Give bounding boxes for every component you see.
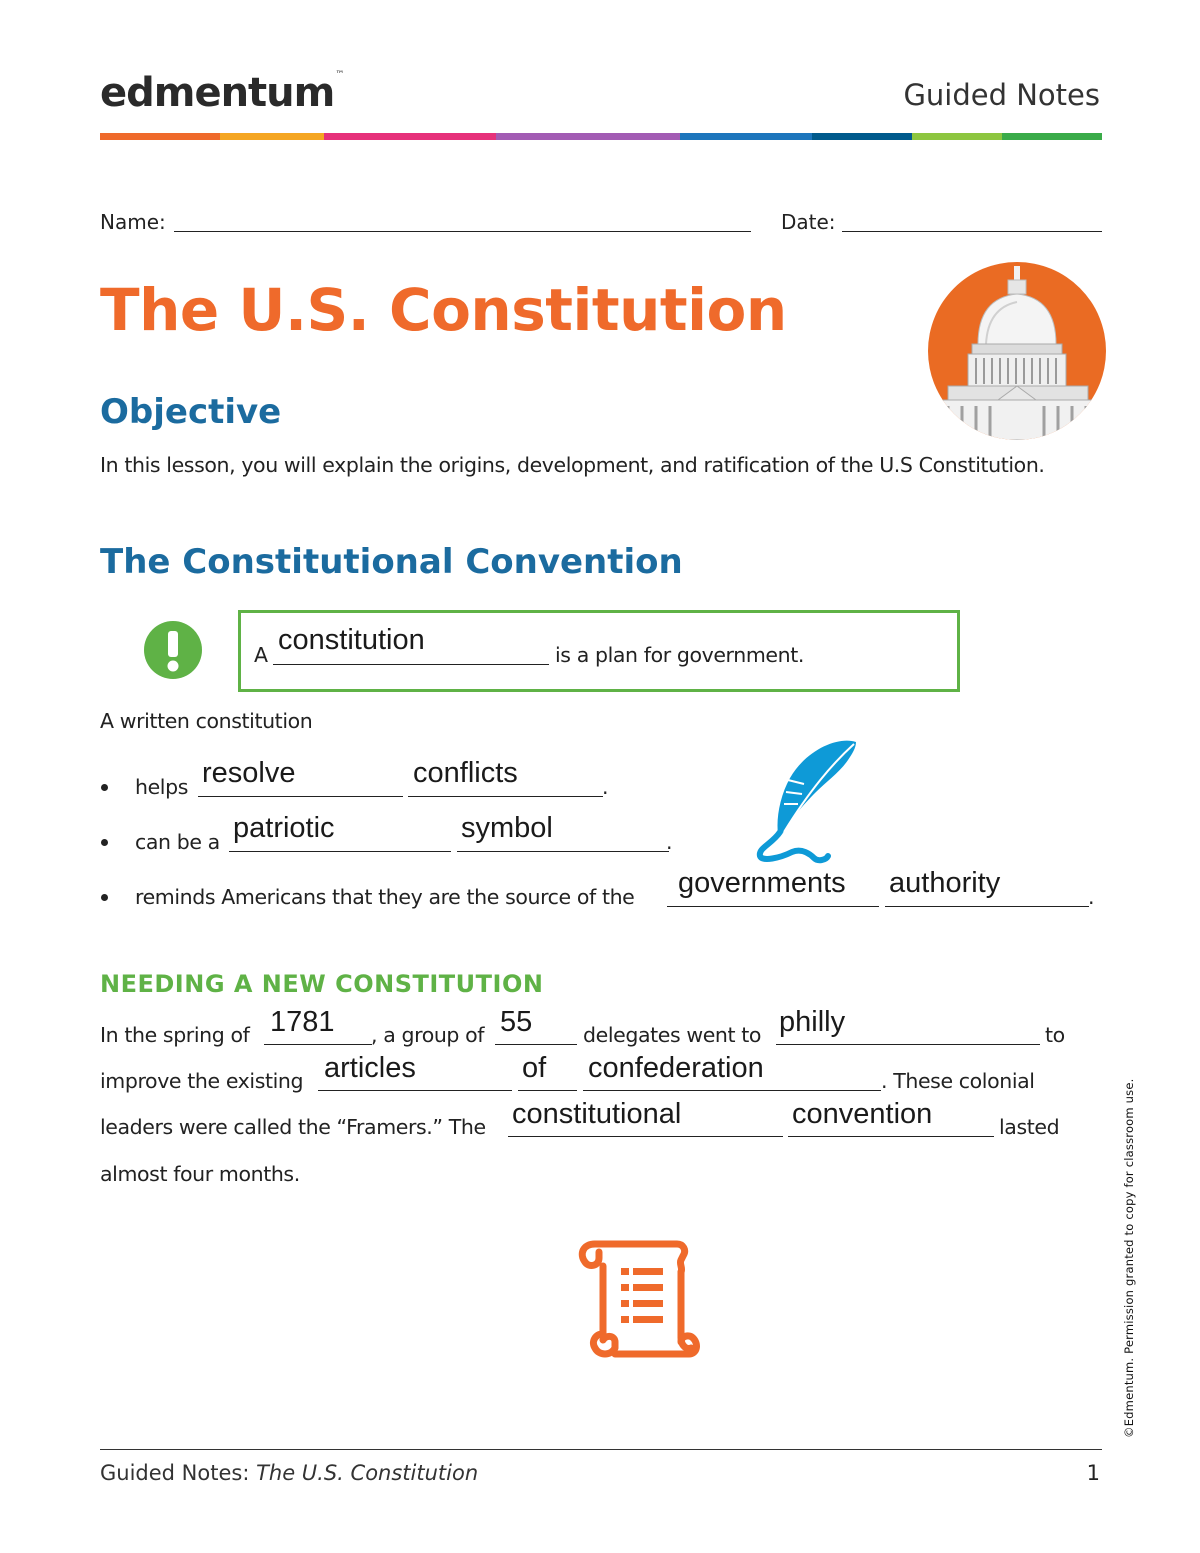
bullet-3-prefix: reminds Americans that they are the source of the <box>135 885 635 909</box>
convention-answer[interactable]: convention <box>792 1098 933 1130</box>
bullet-3-blank-2[interactable] <box>885 906 1089 907</box>
bullet-1-blank-2[interactable] <box>408 796 603 797</box>
bullet-2-prefix: can be a <box>135 830 220 854</box>
confederation-answer[interactable]: confederation <box>588 1052 764 1084</box>
scroll-icon <box>575 1238 703 1362</box>
constitutional-answer[interactable]: constitutional <box>512 1098 682 1130</box>
edmentum-logo: edmentum™ <box>100 70 344 116</box>
of-blank[interactable] <box>518 1090 577 1091</box>
objective-text: In this lesson, you will explain the origins, development, and ratification of the U.S Constitution. <box>100 453 1045 477</box>
articles-answer[interactable]: articles <box>324 1052 416 1084</box>
page-number: 1 <box>1086 1461 1100 1485</box>
bullet-dot <box>101 894 108 901</box>
bullet-1-suffix: . <box>602 775 609 799</box>
name-field[interactable] <box>174 231 751 232</box>
city-answer[interactable]: philly <box>779 1006 846 1038</box>
definition-blank[interactable] <box>273 664 549 665</box>
footer-divider <box>100 1449 1102 1450</box>
bullet-1-answer-2[interactable]: conflicts <box>413 757 518 789</box>
bullet-dot <box>101 784 108 791</box>
para-text-7: leaders were called the “Framers.” The <box>100 1115 486 1139</box>
para-text-8: lasted <box>999 1115 1060 1139</box>
footer-title: Guided Notes: The U.S. Constitution <box>100 1461 479 1485</box>
para-text-4: to <box>1045 1023 1065 1047</box>
bullet-2-blank-2[interactable] <box>457 851 669 852</box>
bullet-1-answer-1[interactable]: resolve <box>202 757 296 789</box>
city-blank[interactable] <box>776 1044 1040 1045</box>
bullet-2-suffix: . <box>666 830 673 854</box>
bullet-1-blank-1[interactable] <box>198 796 403 797</box>
quill-icon <box>752 736 864 864</box>
convention-heading: The Constitutional Convention <box>100 542 683 582</box>
constitutional-blank[interactable] <box>508 1136 783 1137</box>
para-text-5: improve the existing <box>100 1069 304 1093</box>
para-text-6: . These colonial <box>881 1069 1035 1093</box>
name-label: Name: <box>100 210 166 234</box>
objective-heading: Objective <box>100 392 282 432</box>
page-title: The U.S. Constitution <box>100 276 787 344</box>
written-constitution-intro: A written constitution <box>100 709 313 733</box>
para-text-2: , a group of <box>371 1023 485 1047</box>
bullet-3-answer-1[interactable]: governments <box>678 867 846 899</box>
bullet-2-blank-1[interactable] <box>229 851 451 852</box>
definition-prefix: A <box>254 643 268 667</box>
definition-answer[interactable]: constitution <box>278 624 425 656</box>
para-text-1: In the spring of <box>100 1023 250 1047</box>
para-text-3: delegates went to <box>583 1023 762 1047</box>
date-label: Date: <box>781 210 836 234</box>
confederation-blank[interactable] <box>583 1090 881 1091</box>
year-answer[interactable]: 1781 <box>270 1006 335 1038</box>
header-color-bar <box>100 133 1102 140</box>
doc-type-label: Guided Notes <box>903 78 1100 112</box>
exclamation-icon <box>144 621 202 679</box>
articles-blank[interactable] <box>318 1090 512 1091</box>
delegates-answer[interactable]: 55 <box>500 1006 533 1038</box>
year-blank[interactable] <box>264 1044 372 1045</box>
bullet-2-answer-2[interactable]: symbol <box>461 812 553 844</box>
convention-blank[interactable] <box>788 1136 994 1137</box>
delegates-blank[interactable] <box>495 1044 577 1045</box>
capitol-building-icon <box>928 262 1106 440</box>
bullet-3-blank-1[interactable] <box>667 906 879 907</box>
needing-heading: NEEDING A NEW CONSTITUTION <box>100 970 544 998</box>
bullet-dot <box>101 839 108 846</box>
copyright-note: ©Edmentum. Permission granted to copy for classroom use. <box>1122 1078 1136 1438</box>
bullet-3-suffix: . <box>1088 885 1095 909</box>
para-text-9: almost four months. <box>100 1162 300 1186</box>
bullet-2-answer-1[interactable]: patriotic <box>233 812 335 844</box>
date-field[interactable] <box>842 231 1102 232</box>
of-answer[interactable]: of <box>522 1052 547 1084</box>
definition-suffix: is a plan for government. <box>555 643 804 667</box>
bullet-1-prefix: helps <box>135 775 188 799</box>
bullet-3-answer-2[interactable]: authority <box>889 867 1001 899</box>
